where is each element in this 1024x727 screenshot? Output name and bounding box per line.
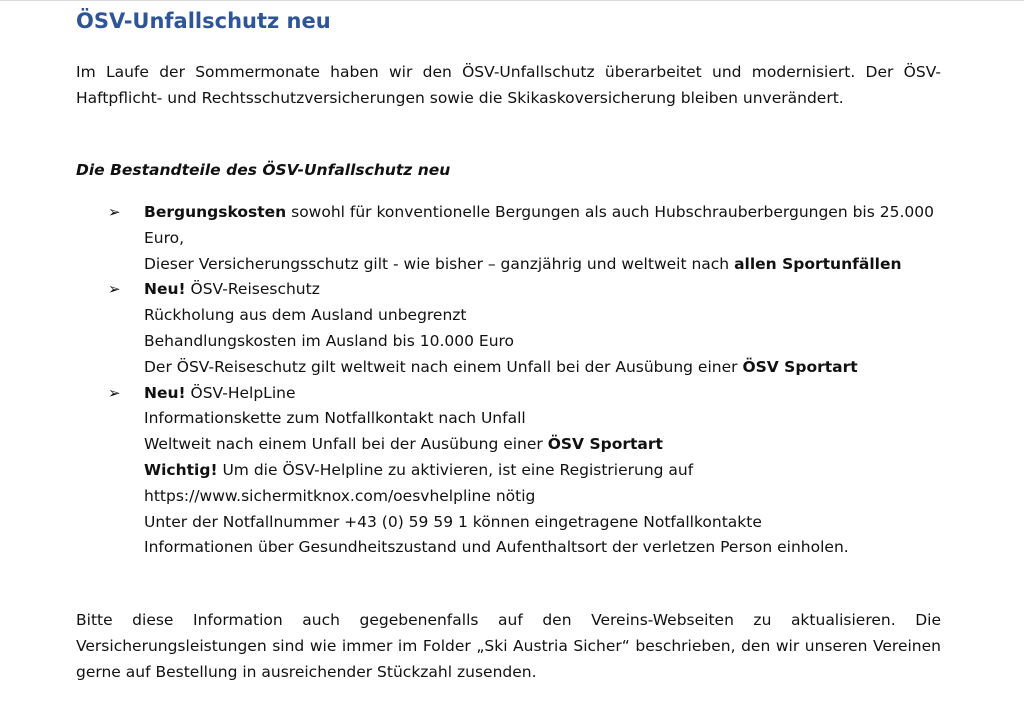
item-line-bold: ÖSV Sportart bbox=[547, 435, 663, 454]
arrow-bullet-icon: ➢ bbox=[108, 383, 121, 402]
item-line: Behandlungskosten im Ausland bis 10.000 Euro bbox=[144, 331, 515, 350]
item-lead-bold: Neu! bbox=[144, 280, 186, 299]
closing-paragraph: Bitte diese Information auch gegebenenfalls auf den Vereins-Webseiten zu aktualisieren. Die Versicherungsleistungen sind wie immer im Folder „Ski Austria Sicher“ beschrieben, den wir unseren Vereinen gerne auf Bestellung in ausreichender Stückzahl zusenden. bbox=[76, 611, 941, 681]
item-line bbox=[144, 458, 948, 484]
list-item-reiseschutz bbox=[108, 277, 948, 380]
item-line bbox=[144, 432, 948, 458]
item-line-bold: ÖSV Sportart bbox=[742, 357, 858, 376]
helpline-url: https://www.sichermitknox.com/oesvhelpline nötig bbox=[144, 486, 536, 505]
item-lead-text: sowohl für konventionelle Bergungen als auch Hubschrauberbergungen bis 25.000 Euro, bbox=[144, 203, 934, 247]
item-line-bold: allen Sportunfällen bbox=[734, 254, 902, 273]
item-line-text: Der ÖSV-Reiseschutz gilt weltweit nach einem Unfall bei der Ausübung einer bbox=[144, 357, 743, 376]
item-line: Informationskette zum Notfallkontakt nach Unfall bbox=[144, 409, 526, 428]
item-line: Unter der Notfallnummer +43 (0) 59 59 1 können eingetragene Notfallkontakte bbox=[144, 512, 762, 531]
item-lead bbox=[144, 277, 948, 303]
arrow-bullet-icon: ➢ bbox=[108, 203, 121, 221]
item-lead-bold: Bergungskosten bbox=[144, 203, 287, 221]
item-line-text: Dieser Versicherungsschutz gilt - wie bisher – ganzjährig und weltweit nach bbox=[144, 254, 735, 273]
list-item-bergungskosten bbox=[108, 200, 948, 277]
document-title: ÖSV-Unfallschutz neu bbox=[76, 9, 331, 33]
item-line: Informationen über Gesundheitszustand und Aufenthaltsort der verletzen Person einholen. bbox=[144, 538, 849, 557]
item-line-bold: Wichtig! bbox=[144, 460, 218, 479]
intro-paragraph: Im Laufe der Sommermonate haben wir den ÖSV-Unfallschutz überarbeitet und modernisiert. Der ÖSV-Haftpflicht- und Rechtsschutzversicherungen sowie die Skikaskoversicherung bleiben unverändert. bbox=[76, 63, 941, 107]
item-lead-bold: Neu! bbox=[144, 383, 186, 402]
item-lead-text: ÖSV-Reiseschutz bbox=[185, 280, 320, 299]
item-lead-text: ÖSV-HelpLine bbox=[185, 383, 296, 402]
section-subheading: Die Bestandteile des ÖSV-Unfallschutz neu bbox=[76, 161, 451, 179]
arrow-bullet-icon: ➢ bbox=[108, 280, 121, 299]
item-lead bbox=[144, 381, 948, 407]
coverage-list bbox=[108, 200, 948, 561]
item-line: Rückholung aus dem Ausland unbegrenzt bbox=[144, 306, 467, 325]
item-lead bbox=[144, 200, 948, 252]
item-line bbox=[144, 252, 948, 278]
item-line bbox=[144, 355, 948, 381]
item-line-text: Um die ÖSV-Helpline zu aktivieren, ist eine Registrierung auf bbox=[217, 460, 694, 479]
list-item-helpline bbox=[108, 381, 948, 562]
item-line-text: Weltweit nach einem Unfall bei der Ausübung einer bbox=[144, 435, 548, 454]
